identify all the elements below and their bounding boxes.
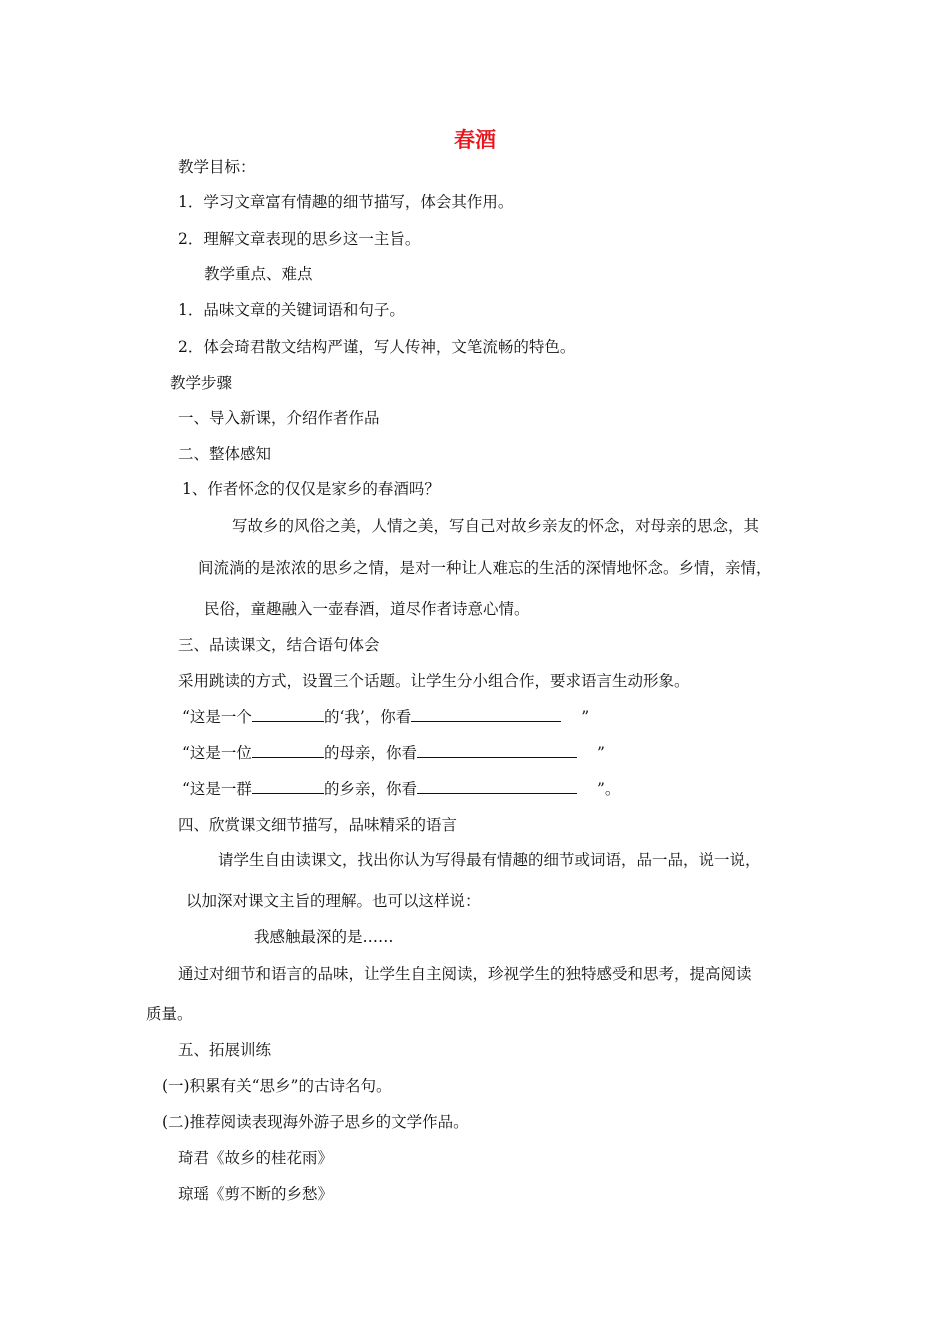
topic-3-middle: 的乡亲，你看	[323, 780, 417, 798]
step-5: 五、拓展训练	[178, 1041, 272, 1059]
question-1: 1、作者怀念的仅仅是家乡的春酒吗？	[182, 480, 440, 498]
step-3: 三、品读课文，结合语句体会	[178, 636, 380, 654]
key-point-item-2: 2．体会琦君散文结构严谨，写人传神，文笔流畅的特色。	[178, 338, 576, 356]
topic-1-middle: 的‘我’，你看	[323, 708, 412, 726]
topic-1	[182, 707, 589, 727]
topic-1-blank-1[interactable]	[252, 707, 324, 722]
topic-1-start: “这是一个	[182, 708, 252, 726]
steps-heading: 教学步骤	[170, 374, 233, 392]
answer-1-line-3: 民俗，童趣融入一壶春酒，道尽作者诗意心情。	[204, 600, 530, 618]
step-4-line-4: 通过对细节和语言的品味，让学生自主阅读，珍视学生的独特感受和思考，提高阅读	[178, 965, 752, 983]
topic-2-middle: 的母亲，你看	[323, 744, 417, 762]
step-5-item-1: (一)积累有关“思乡”的古诗名句。	[162, 1077, 392, 1095]
step-1: 一、导入新课，介绍作者作品	[178, 409, 380, 427]
key-point-item-1: 1．品味文章的关键词语和句子。	[178, 301, 405, 319]
topic-2-blank-1[interactable]	[252, 743, 324, 758]
step-4-line-1: 请学生自由读课文，找出你认为写得最有情趣的细节或词语，品一品，说一说，	[218, 851, 761, 869]
answer-1-line-2: 间流淌的是浓浓的思乡之情，是对一种让人难忘的生活的深情地怀念。乡情，亲情，	[198, 559, 772, 577]
book-1: 琦君《故乡的桂花雨》	[178, 1149, 334, 1167]
topic-1-end: ”	[581, 708, 590, 726]
objectives-heading: 教学目标：	[178, 158, 256, 176]
topic-3	[182, 779, 620, 799]
topic-2	[182, 743, 605, 763]
topic-2-start: “这是一位	[182, 744, 252, 762]
answer-1-line-1: 写故乡的风俗之美，人情之美，写自己对故乡亲友的怀念，对母亲的思念，其	[232, 517, 760, 535]
step-4-line-3: 我感触最深的是……	[254, 928, 394, 946]
topic-2-blank-2[interactable]	[417, 743, 577, 758]
objective-item-1: 1．学习文章富有情趣的细节描写，体会其作用。	[178, 193, 514, 211]
topic-2-end: ”	[596, 744, 605, 762]
topic-3-blank-2[interactable]	[417, 779, 577, 794]
topic-3-start: “这是一群	[182, 780, 252, 798]
key-points-heading: 教学重点、难点	[204, 265, 313, 283]
topic-1-blank-2[interactable]	[411, 707, 561, 722]
topic-3-blank-1[interactable]	[252, 779, 324, 794]
topic-3-end: ”。	[596, 780, 621, 798]
step-2: 二、整体感知	[178, 445, 272, 463]
book-2: 琼瑶《剪不断的乡愁》	[178, 1185, 334, 1203]
objective-item-2: 2．理解文章表现的思乡这一主旨。	[178, 230, 421, 248]
step-4-line-5: 质量。	[146, 1005, 193, 1023]
step-5-item-2: (二)推荐阅读表现海外游子思乡的文学作品。	[162, 1113, 469, 1131]
document-title: 春酒	[454, 128, 496, 152]
step-3-description: 采用跳读的方式，设置三个话题。让学生分小组合作，要求语言生动形象。	[178, 672, 690, 690]
step-4-line-2: 以加深对课文主旨的理解。也可以这样说：	[186, 892, 481, 910]
step-4: 四、欣赏课文细节描写，品味精采的语言	[178, 816, 458, 834]
